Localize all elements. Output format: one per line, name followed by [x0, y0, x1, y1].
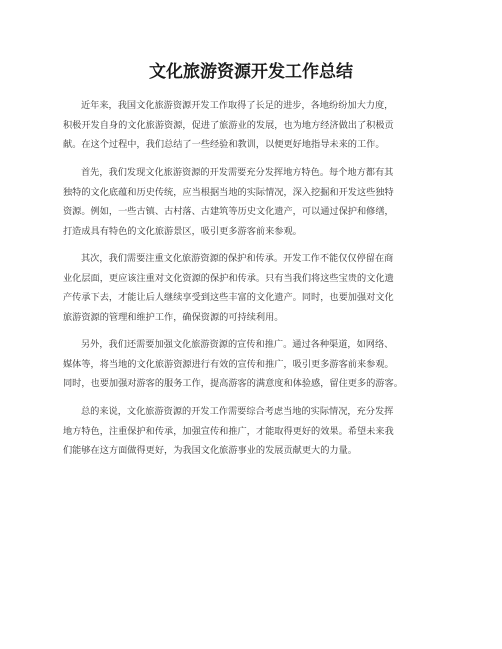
paragraph-line: 们能够在这方面做得更好，为我国文化旅游事业的发展贡献更大的力量。	[63, 445, 357, 457]
paragraph-line: 资源。例如，一些古镇、古村落、古建筑等历史文化遗产，可以通过保护和修缮，	[63, 206, 394, 218]
paragraph-line: 媒体等，将当地的文化旅游资源进行有效的宣传和推广，吸引更多游客前来参观。	[63, 358, 394, 370]
paragraph-line: 近年来，我国文化旅游资源开发工作取得了长足的进步，各地纷纷加大力度，	[81, 100, 394, 111]
paragraph-line: 独特的文化底蕴和历史传统，应当根据当地的实际情况，深入挖掘和开发这些独特	[63, 186, 394, 198]
paragraph-2	[63, 163, 443, 241]
paragraph-line: 同时，也要加强对游客的服务工作，提高游客的满意度和体验感，留住更多的游客。	[63, 378, 403, 390]
paragraph-line: 旅游资源的管理和维护工作，确保资源的可持续利用。	[63, 311, 284, 323]
paragraph-4	[63, 335, 443, 394]
paragraph-line: 积极开发自身的文化旅游资源，促进了旅游业的发展，也为地方经济做出了积极贡	[63, 119, 394, 131]
paragraph-line: 另外，我们还需要加强文化旅游资源的宣传和推广。通过各种渠道，如网络、	[81, 339, 394, 350]
paragraph-line: 打造成具有特色的文化旅游景区，吸引更多游客前来参观。	[63, 225, 302, 237]
paragraph-line: 业化层面，更应该注重对文化资源的保护和传承。只有当我们将这些宝贵的文化遗	[63, 272, 394, 284]
paragraph-line: 献。在这个过程中，我们总结了一些经验和教训，以便更好地指导未来的工作。	[63, 139, 385, 151]
paragraph-line: 首先，我们发现文化旅游资源的开发需要充分发挥地方特色。每个地方都有其	[81, 167, 394, 178]
paragraph-line: 总的来说，文化旅游资源的开发工作需要综合考虑当地的实际情况，充分发挥	[81, 406, 394, 417]
document-title: 文化旅游资源开发工作总结	[149, 62, 353, 82]
paragraph-line: 产传承下去，才能让后人继续享受到这些丰富的文化遗产。同时，也要加强对文化	[63, 292, 394, 304]
paragraph-5	[63, 402, 443, 461]
paragraph-1	[63, 96, 443, 155]
paragraph-3	[63, 249, 443, 327]
paragraph-line: 其次，我们需要注重文化旅游资源的保护和传承。开发工作不能仅仅停留在商	[81, 253, 394, 264]
paragraph-line: 地方特色，注重保护和传承，加强宣传和推广，才能取得更好的效果。希望未来我	[63, 425, 394, 437]
